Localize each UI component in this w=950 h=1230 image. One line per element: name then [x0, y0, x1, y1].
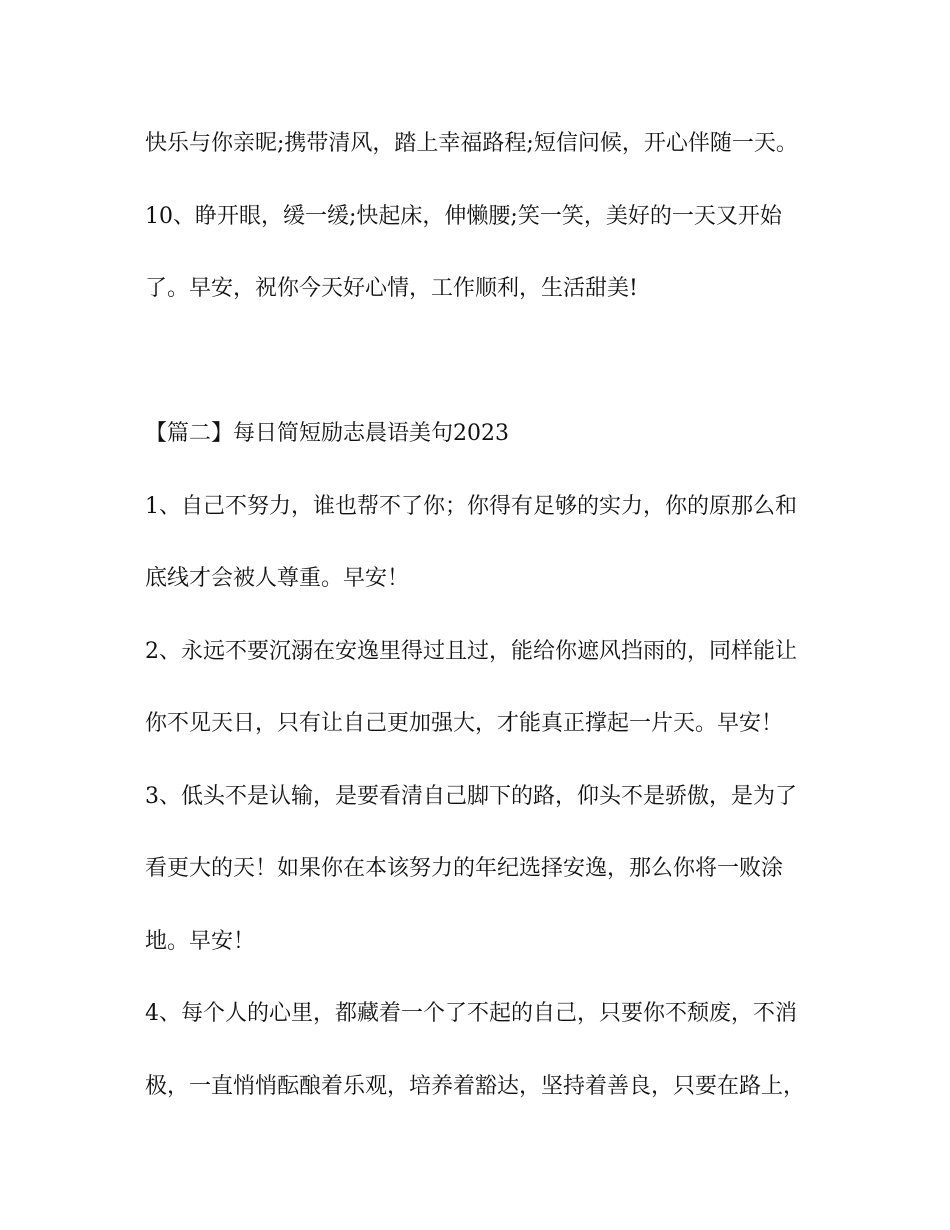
text-line: 极，一直悄悄酝酿着乐观，培养着豁达，坚持着善良，只要在路上， [145, 1074, 806, 1099]
section-heading: 【篇二】每日简短励志晨语美句2023 [145, 421, 509, 446]
text-line: 3、低头不是认输，是要看清自己脚下的路，仰头不是骄傲，是为了 [145, 784, 797, 809]
text-line: 2、永远不要沉溺在安逸里得过且过，能给你遮风挡雨的，同样能让 [145, 639, 797, 664]
text-line: 4、每个人的心里，都藏着一个了不起的自己，只要你不颓废，不消 [145, 1001, 797, 1026]
text-line: 了。早安，祝你今天好心情，工作顺利，生活甜美! [145, 276, 638, 301]
text-line: 快乐与你亲昵;携带清风，踏上幸福路程;短信问候，开心伴随一天。 [145, 131, 798, 156]
text-line: 你不见天日，只有让自己更加强大，才能真正撑起一片天。早安！ [145, 711, 784, 736]
text-line: 1、自己不努力，谁也帮不了你；你得有足够的实力，你的原那么和 [145, 494, 797, 519]
text-line: 看更大的天！如果你在本该努力的年纪选择安逸，那么你将一败涂 [145, 856, 784, 881]
text-line: 地。早安！ [145, 929, 256, 954]
text-line: 10、睁开眼，缓一缓;快起床，伸懒腰;笑一笑，美好的一天又开始 [145, 204, 782, 229]
text-line: 底线才会被人尊重。早安！ [145, 566, 410, 591]
